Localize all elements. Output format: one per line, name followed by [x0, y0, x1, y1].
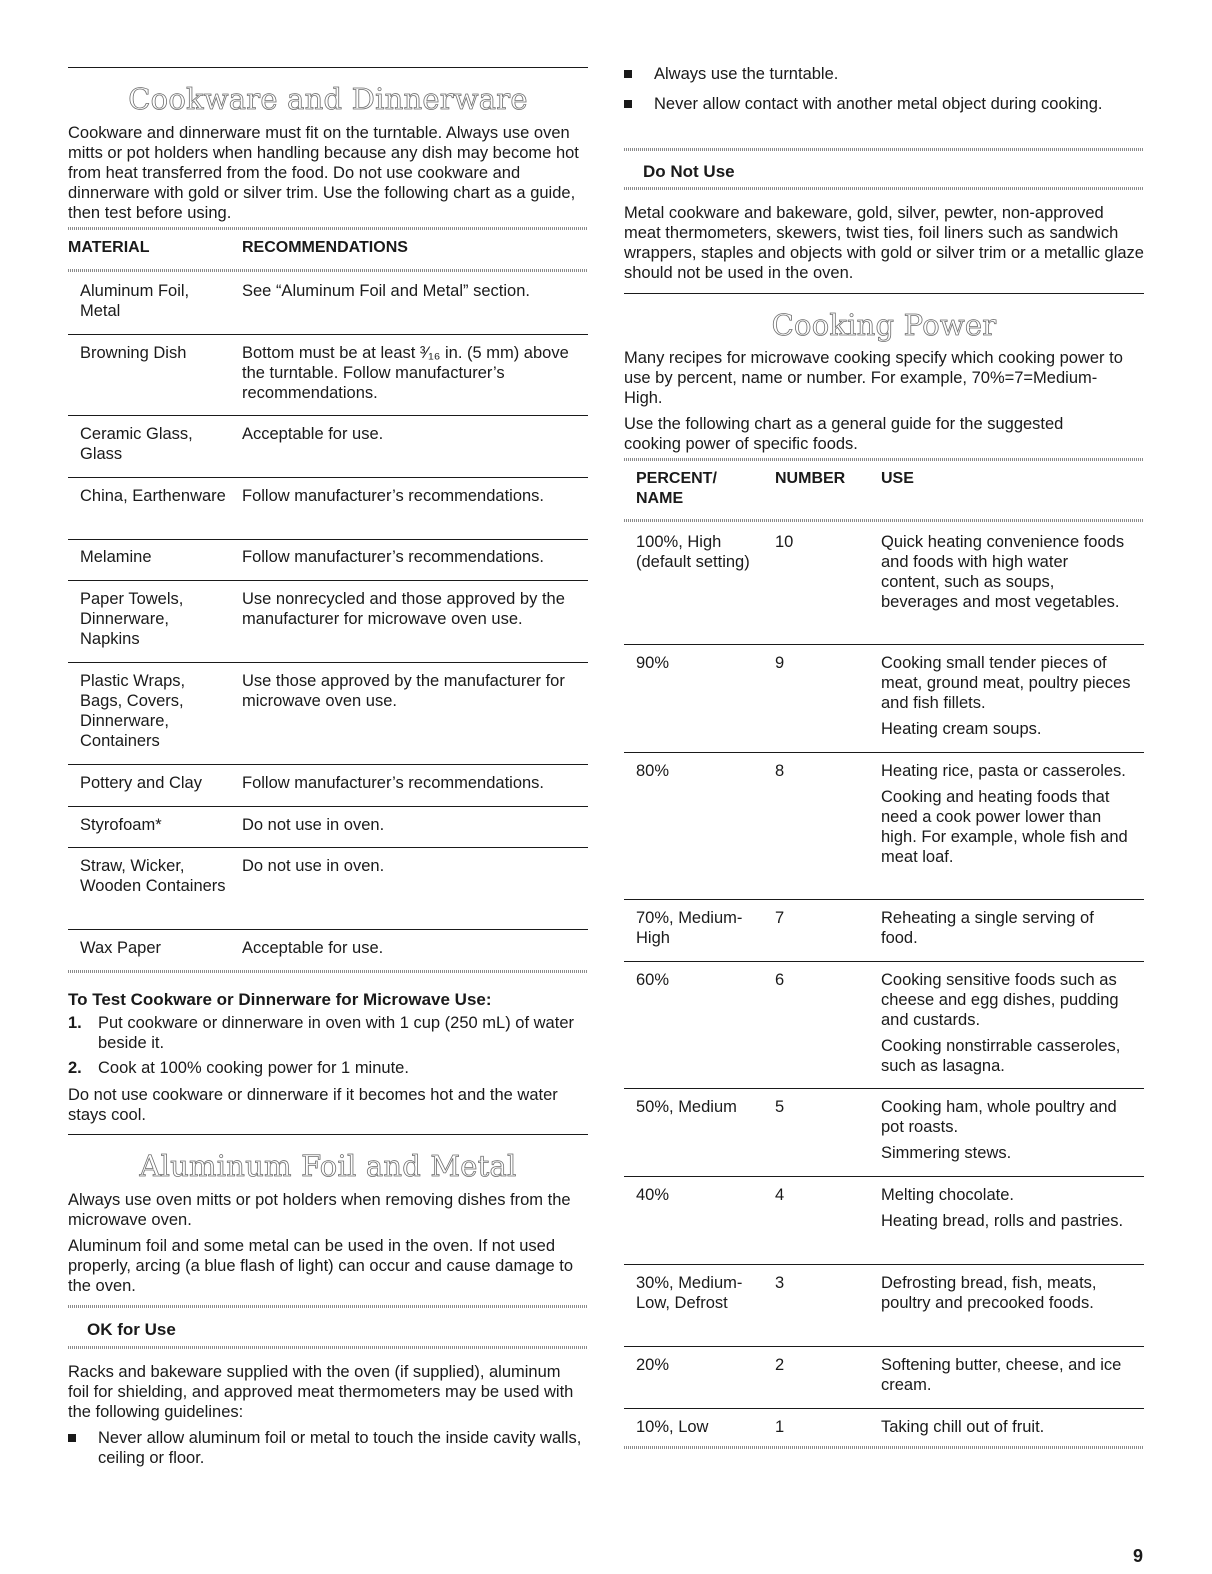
material-name: Ceramic Glass, Glass	[80, 425, 193, 463]
power-use	[881, 1097, 1131, 1163]
row-divider	[68, 970, 588, 973]
power-number: 8	[775, 762, 785, 780]
section-rule	[624, 293, 1144, 294]
do-not-use-text: Metal cookware and bakeware, gold, silver, pewter, non-approved meat thermometers, skewers, twist ties, foil liners such as sandwich wrappers, staples and objects with gold or silver trim or a metallic glaze should not be used in the oven.	[624, 204, 1144, 282]
power-use	[881, 970, 1131, 1076]
material-name: China, Earthenware	[80, 487, 226, 505]
power-use	[881, 908, 1131, 948]
foil-bullet	[68, 1428, 588, 1468]
foil-bullet	[624, 94, 1104, 114]
power-use-line: Cooking sensitive foods such as cheese and egg dishes, pudding and custards.	[881, 971, 1119, 1029]
material-recommendation: Do not use in oven.	[242, 816, 385, 834]
power-percent-name: 70%, Medium-High	[636, 909, 743, 947]
power-percent-name: 80%	[636, 762, 670, 780]
bullet-square-icon	[624, 100, 632, 108]
test-step	[68, 1013, 578, 1053]
power-use-line: Simmering stews.	[881, 1144, 1012, 1162]
col-header-use: USE	[881, 470, 914, 487]
bullet-square-icon	[68, 1434, 76, 1442]
row-divider	[68, 415, 588, 416]
material-recommendation: Acceptable for use.	[242, 939, 384, 957]
material-name: Styrofoam*	[80, 816, 162, 834]
power-heading: Cooking Power	[771, 308, 997, 342]
ok-top-rule	[68, 1305, 588, 1308]
table-header-rule	[68, 269, 588, 272]
power-use-line: Cooking and heating foods that need a cook power lower than high. For example, whole fish and meat loaf.	[881, 788, 1128, 866]
power-percent-name: 60%	[636, 971, 670, 989]
material-recommendation: Follow manufacturer’s recommendations.	[242, 774, 545, 792]
power-number: 4	[775, 1186, 785, 1204]
row-divider	[68, 929, 588, 930]
donot-top-rule	[624, 148, 1144, 151]
test-heading: To Test Cookware or Dinnerware for Microwave Use:	[68, 990, 492, 1009]
material-name: Straw, Wicker, Wooden Containers	[80, 857, 226, 895]
test-note: Do not use cookware or dinnerware if it becomes hot and the water stays cool.	[68, 1086, 558, 1124]
power-use-line: Melting chocolate.	[881, 1186, 1014, 1204]
power-number: 7	[775, 909, 785, 927]
power-use	[881, 761, 1131, 867]
power-use	[881, 653, 1131, 739]
power-use	[881, 532, 1131, 612]
foil-paragraph-1: Always use oven mitts or pot holders when removing dishes from the microwave oven.	[68, 1191, 571, 1229]
table-top-rule	[68, 227, 588, 230]
power-use-line: Defrosting bread, fish, meats, poultry and precooked foods.	[881, 1274, 1097, 1312]
foil-paragraph-2: Aluminum foil and some metal can be used in the oven. If not used properly, arcing (a blue flash of light) can occur and cause damage to the oven.	[68, 1237, 574, 1295]
power-table-top-rule	[624, 458, 1144, 461]
material-name: Browning Dish	[80, 344, 187, 362]
material-name: Pottery and Clay	[80, 774, 202, 792]
row-divider	[624, 644, 1144, 645]
power-use-line: Cooking nonstirrable casseroles, such as lasagna.	[881, 1037, 1121, 1075]
row-divider	[624, 1446, 1144, 1449]
power-paragraph-2: Use the following chart as a general guide for the suggested cooking power of specific foods.	[624, 415, 1064, 453]
row-divider	[624, 1176, 1144, 1177]
row-divider	[624, 1346, 1144, 1347]
foil-heading: Aluminum Foil and Metal	[139, 1149, 517, 1183]
power-number: 2	[775, 1356, 785, 1374]
ok-for-use-text: Racks and bakeware supplied with the oven (if supplied), aluminum foil for shielding, and approved meat thermometers may be used with the following guidelines:	[68, 1363, 574, 1421]
material-recommendation: Follow manufacturer’s recommendations.	[242, 487, 545, 505]
row-divider	[624, 1408, 1144, 1409]
col-header-number: NUMBER	[775, 470, 846, 487]
power-percent-name: 50%, Medium	[636, 1098, 737, 1116]
col-header-recommendations: RECOMMENDATIONS	[242, 239, 408, 256]
power-percent-name: 100%, High (default setting)	[636, 533, 750, 571]
power-use	[881, 1417, 1131, 1437]
power-use-line: Heating bread, rolls and pastries.	[881, 1212, 1124, 1230]
material-name: Wax Paper	[80, 939, 162, 957]
step-number: 2.	[68, 1059, 82, 1077]
ok-bottom-rule	[68, 1346, 588, 1349]
bullet-text: Never allow aluminum foil or metal to touch the inside cavity walls, ceiling or floor.	[98, 1429, 582, 1467]
row-divider	[68, 806, 588, 807]
power-percent-name: 20%	[636, 1356, 670, 1374]
power-number: 10	[775, 533, 794, 551]
row-divider	[68, 334, 588, 335]
bullet-text: Never allow contact with another metal object during cooking.	[654, 95, 1103, 113]
power-use-line: Heating cream soups.	[881, 720, 1042, 738]
section-top-rule	[68, 67, 588, 68]
material-name: Plastic Wraps, Bags, Covers, Dinnerware, Containers	[80, 672, 186, 750]
power-number: 3	[775, 1274, 785, 1292]
col-header-percent: PERCENT/ NAME	[636, 470, 717, 507]
cookware-heading: Cookware and Dinnerware	[128, 82, 528, 116]
material-recommendation: Do not use in oven.	[242, 857, 385, 875]
power-percent-name: 10%, Low	[636, 1418, 709, 1436]
row-divider	[624, 899, 1144, 900]
material-recommendation: Use nonrecycled and those approved by the manufacturer for microwave oven use.	[242, 590, 565, 628]
row-divider	[68, 580, 588, 581]
power-use-line: Heating rice, pasta or casseroles.	[881, 762, 1126, 780]
page-number: 9	[1133, 1546, 1144, 1566]
ok-for-use-heading: OK for Use	[87, 1320, 176, 1339]
row-divider	[624, 1088, 1144, 1089]
power-percent-name: 30%, Medium-Low, Defrost	[636, 1274, 743, 1312]
bullet-text: Always use the turntable.	[654, 65, 839, 83]
material-name: Aluminum Foil, Metal	[80, 282, 190, 320]
power-percent-name: 90%	[636, 654, 670, 672]
donot-bottom-rule	[624, 187, 1144, 190]
power-use-line: Cooking ham, whole poultry and pot roasts.	[881, 1098, 1117, 1136]
material-recommendation: See “Aluminum Foil and Metal” section.	[242, 282, 530, 300]
row-divider	[68, 662, 588, 663]
step-number: 1.	[68, 1014, 82, 1032]
cookware-intro: Cookware and dinnerware must fit on the turntable. Always use oven mitts or pot holders when handling because any dish may become hot from heat transferred from the food. Do not use cookware and dinnerware with gold or silver trim. Use the following chart as a guide, then test before using.	[68, 124, 579, 222]
step-text: Cook at 100% cooking power for 1 minute.	[98, 1059, 409, 1077]
row-divider	[68, 847, 588, 848]
power-use	[881, 1355, 1131, 1395]
power-number: 9	[775, 654, 785, 672]
foil-bullet	[624, 64, 1144, 84]
material-recommendation: Follow manufacturer’s recommendations.	[242, 548, 545, 566]
power-use-line: Softening butter, cheese, and ice cream.	[881, 1356, 1122, 1394]
row-divider	[624, 1264, 1144, 1265]
bullet-square-icon	[624, 70, 632, 78]
power-use	[881, 1185, 1131, 1231]
col-header-material: MATERIAL	[68, 239, 150, 256]
power-use-line: Quick heating convenience foods and foods with high water content, such as soups, beverages and most vegetables.	[881, 533, 1125, 611]
section-rule	[68, 1134, 588, 1135]
power-percent-name: 40%	[636, 1186, 670, 1204]
do-not-use-heading: Do Not Use	[643, 162, 735, 181]
test-step	[68, 1058, 578, 1078]
power-use-line: Reheating a single serving of food.	[881, 909, 1094, 947]
material-name: Paper Towels, Dinnerware, Napkins	[80, 590, 184, 648]
row-divider	[68, 539, 588, 540]
power-use	[881, 1273, 1131, 1313]
step-text: Put cookware or dinnerware in oven with 1 cup (250 mL) of water beside it.	[98, 1014, 574, 1052]
material-name: Melamine	[80, 548, 152, 566]
power-number: 1	[775, 1418, 785, 1436]
power-table-header-rule	[624, 519, 1144, 522]
material-recommendation: Use those approved by the manufacturer for microwave oven use.	[242, 672, 565, 710]
row-divider	[68, 477, 588, 478]
power-use-line: Cooking small tender pieces of meat, ground meat, poultry pieces and fish fillets.	[881, 654, 1131, 712]
power-paragraph-1: Many recipes for microwave cooking specify which cooking power to use by percent, name or number. For example, 70%=7=Medium-High.	[624, 349, 1123, 407]
material-recommendation: Bottom must be at least ³⁄₁₆ in. (5 mm) above the turntable. Follow manufacturer’s recommendations.	[242, 344, 569, 402]
power-number: 6	[775, 971, 785, 989]
material-recommendation: Acceptable for use.	[242, 425, 384, 443]
power-use-line: Taking chill out of fruit.	[881, 1418, 1045, 1436]
row-divider	[624, 961, 1144, 962]
row-divider	[624, 752, 1144, 753]
power-number: 5	[775, 1098, 785, 1116]
row-divider	[68, 764, 588, 765]
